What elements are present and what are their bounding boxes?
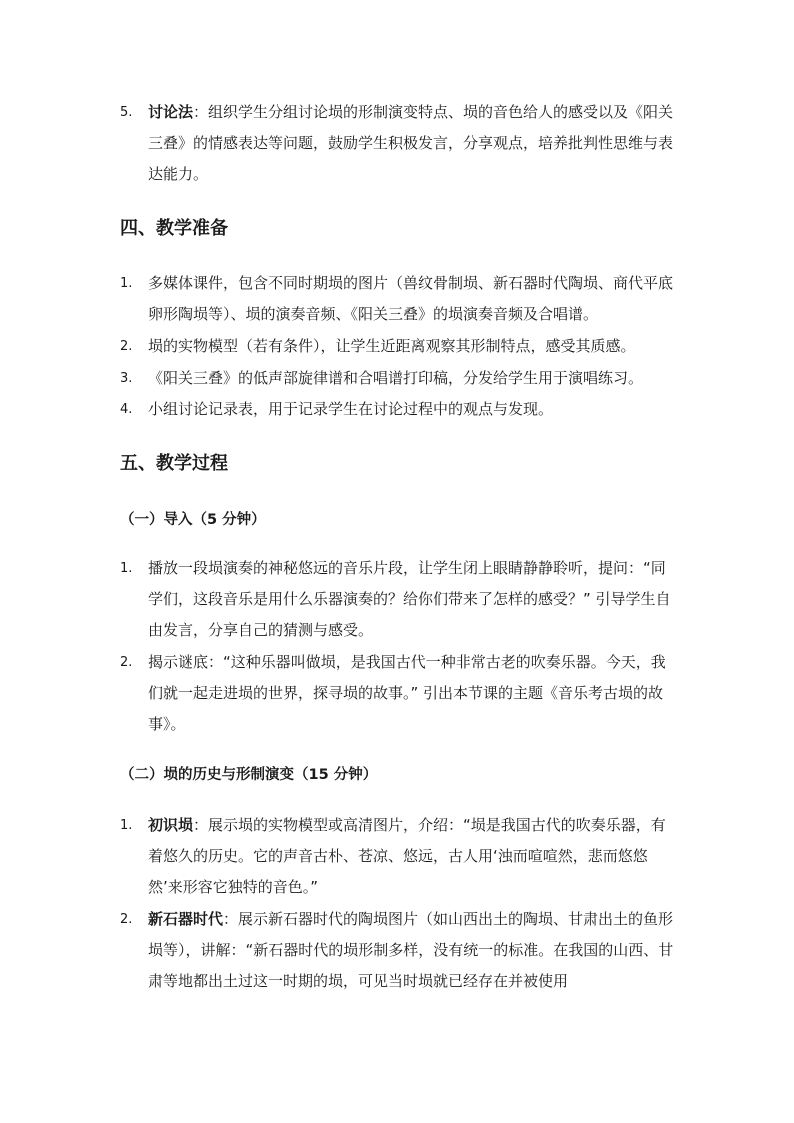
subsection-heading: （二）埙的历史与形制演变（15 分钟） <box>120 767 378 783</box>
list-number: 1. <box>120 276 133 291</box>
list-number: 5. <box>120 105 133 120</box>
list-item-text: ：展示新石器时代的陶埙图片（如山西出土的陶埙、甘肃出土的鱼形埙等），讲解：“新石器时代的埙形制多样，没有统一的标准。在我国的山西、甘肃等地都出土过这一时期的埙，可见当时埙就已经存在并被使用 <box>148 910 674 990</box>
list-item <box>120 331 680 362</box>
list-item-text: ：展示埙的实物模型或高清图片，介绍：“埙是我国古代的吹奏乐器，有着悠久的历史。它的声音古朴、苍凉、悠远，古人用‘浊而喧喧然，悲而悠悠然’来形容它独特的音色。” <box>148 816 666 896</box>
list-item <box>120 553 680 646</box>
list-item-body <box>148 810 680 903</box>
list-item-text: 揭示谜底：“这种乐器叫做埙，是我国古代一种非常古老的吹奏乐器。今天，我们就一起走进埙的世界，探寻埙的故事。” 引出本节课的主题《音乐考古埙的故事》。 <box>148 653 666 733</box>
list-item <box>120 647 680 740</box>
list-number: 2. <box>120 655 133 670</box>
list-item <box>120 268 680 330</box>
list-number: 1. <box>120 561 133 576</box>
list-item <box>120 810 680 903</box>
list-item-text: 小组讨论记录表，用于记录学生在讨论过程中的观点与发现。 <box>148 400 554 418</box>
list-item-lead: 新石器时代 <box>148 910 224 928</box>
section-heading: 五、教学过程 <box>120 453 228 474</box>
list-item-lead: 讨论法 <box>148 103 194 121</box>
list-number: 4. <box>120 402 133 417</box>
list-item-text: 多媒体课件，包含不同时期埙的图片（兽纹骨制埙、新石器时代陶埙、商代平底卵形陶埙等）、埙的演奏音频、《阳关三叠》的埙演奏音频及合唱谱。 <box>148 274 674 323</box>
list-item <box>120 97 680 190</box>
list-number: 2. <box>120 912 133 927</box>
list-number: 1. <box>120 818 133 833</box>
section-heading: 四、教学准备 <box>120 218 228 239</box>
subsection-heading: （一）导入（5 分钟） <box>120 512 266 528</box>
list-item-lead: 初识埙 <box>148 816 194 834</box>
list-item <box>120 904 680 997</box>
list-number: 2. <box>120 339 133 354</box>
list-item-text: 播放一段埙演奏的神秘悠远的音乐片段，让学生闭上眼睛静静聆听，提问：“同学们，这段音乐是用什么乐器演奏的？给你们带来了怎样的感受？” 引导学生自由发言，分享自己的猜测与感受。 <box>148 559 671 639</box>
list-item <box>120 394 680 425</box>
list-item-text: ：组织学生分组讨论埙的形制演变特点、埙的音色给人的感受以及《阳关三叠》的情感表达等问题，鼓励学生积极发言，分享观点，培养批判性思维与表达能力。 <box>148 103 674 183</box>
list-item-text: 《阳关三叠》的低声部旋律谱和合唱谱打印稿，分发给学生用于演唱练习。 <box>148 369 644 387</box>
list-item-body <box>148 904 680 997</box>
list-item-body <box>148 97 680 190</box>
list-number: 3. <box>120 371 133 386</box>
list-item-text: 埙的实物模型（若有条件），让学生近距离观察其形制特点，感受其质感。 <box>148 337 636 355</box>
list-item <box>120 363 680 394</box>
